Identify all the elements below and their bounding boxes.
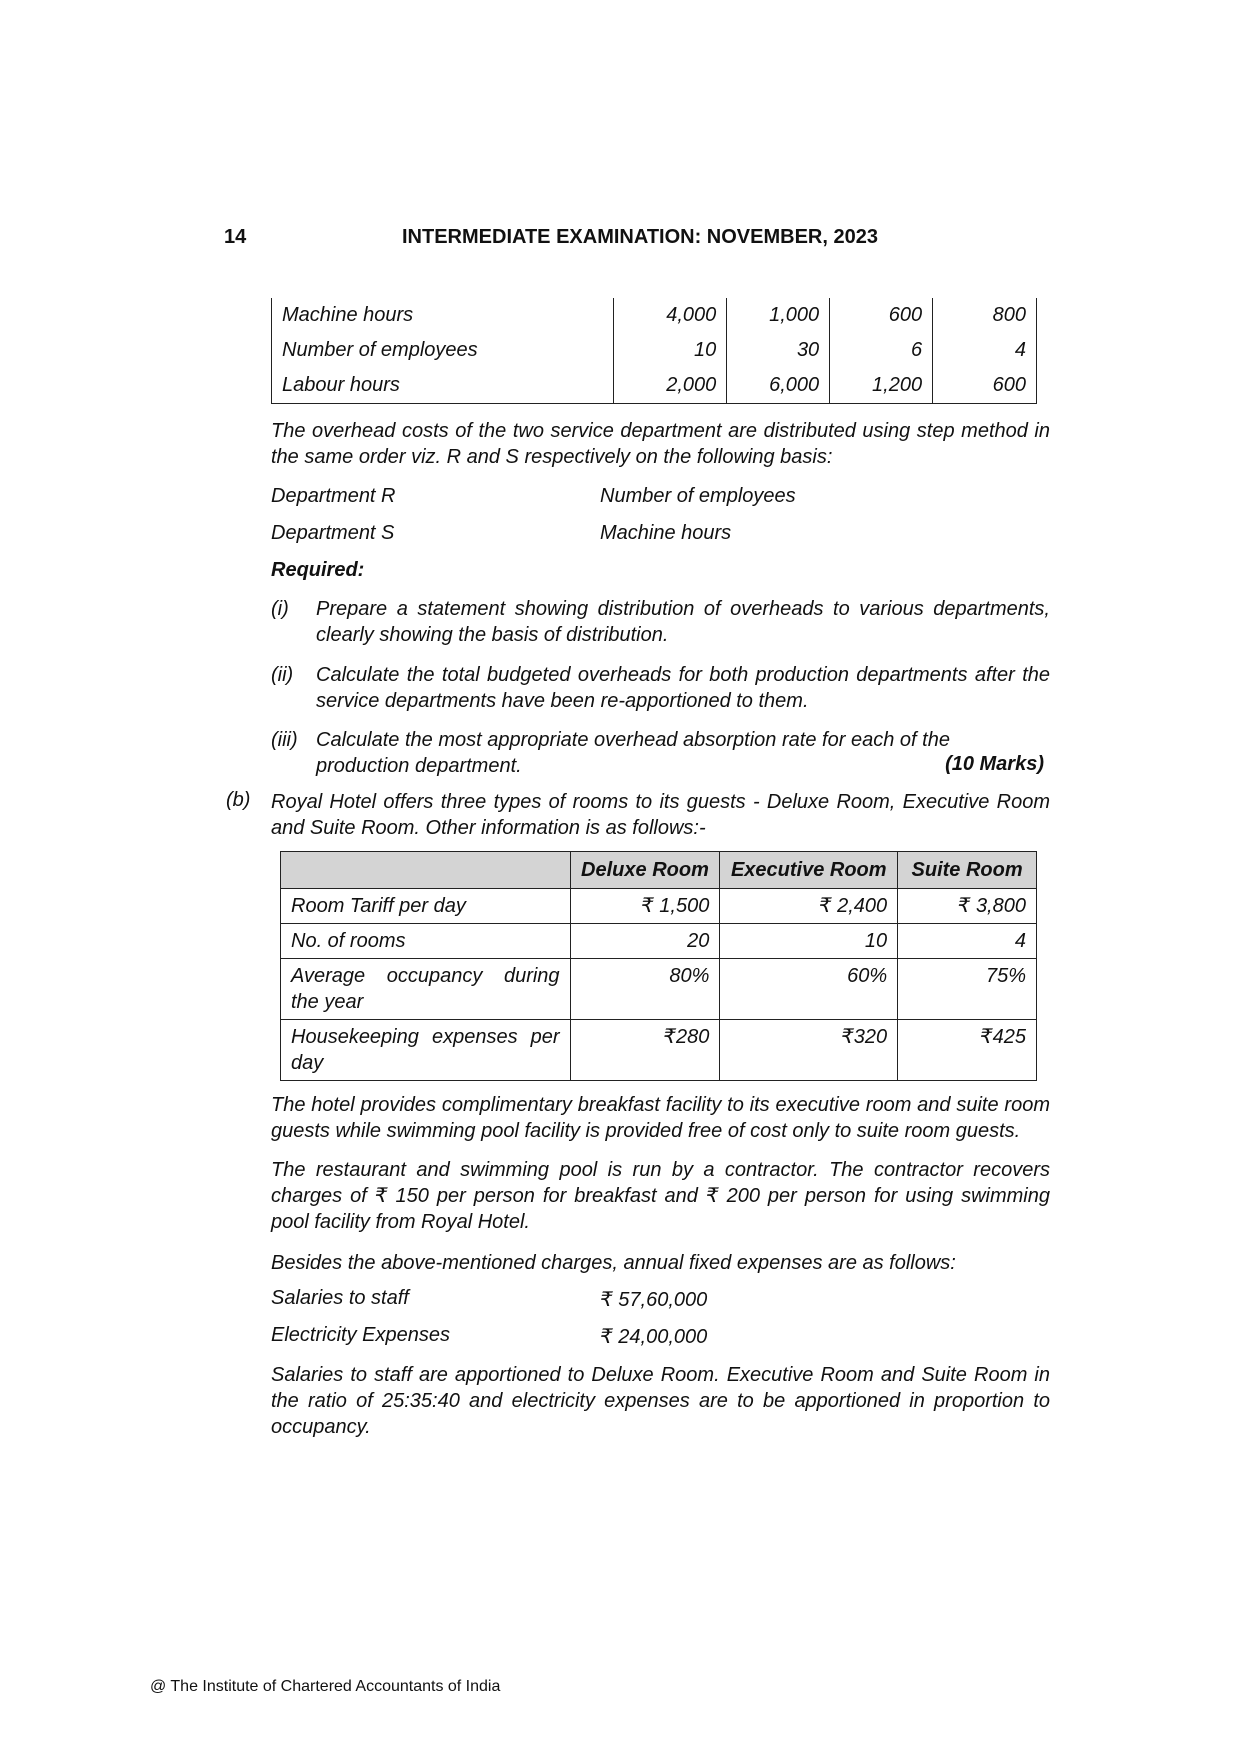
table-cell: ₹320 (720, 1020, 898, 1081)
table-cell: ₹280 (570, 1020, 720, 1081)
basis-dept-s-value: Machine hours (600, 522, 732, 544)
table-cell: 80% (570, 959, 720, 1020)
fixed-expenses-intro: Besides the above-mentioned charges, annual fixed expenses are as follows: (271, 1252, 956, 1274)
required-item-text: Calculate the total budgeted overheads for both production departments after the service departments have been re-apportioned to them. (316, 664, 1050, 712)
column-header: Suite Room (898, 852, 1037, 889)
row-label: No. of rooms (281, 924, 571, 959)
column-header: Deluxe Room (570, 852, 720, 889)
table-cell: ₹ 1,500 (570, 889, 720, 924)
table-cell: 1,200 (830, 368, 933, 404)
part-b-intro: Royal Hotel offers three types of rooms to its guests - Deluxe Room, Executive Room and Suite Room. Other information is as follows:- (271, 791, 1050, 839)
overhead-paragraph: The overhead costs of the two service department are distributed using step method in the same order viz. R and S respectively on the following basis: (271, 420, 1050, 468)
table-header-row (281, 852, 1037, 889)
required-item-number: (i) (271, 598, 289, 620)
table-cell: 6 (830, 333, 933, 368)
marks-label: (10 Marks) (945, 753, 1044, 775)
expense-value-salaries: ₹ 57,60,000 (600, 1289, 708, 1311)
apportionment-paragraph: Salaries to staff are apportioned to Deluxe Room. Executive Room and Suite Room in the ratio of 25:35:40 and electricity expenses are to be apportioned in proportion to occupancy. (271, 1364, 1050, 1438)
contractor-paragraph: The restaurant and swimming pool is run by a contractor. The contractor recovers charges of ₹ 150 per person for breakfast and ₹ 200 per person for using swimming pool facility from Royal Hotel. (271, 1159, 1050, 1233)
row-label: Number of employees (272, 333, 614, 368)
required-item (271, 596, 1050, 648)
table-row (272, 368, 1037, 404)
required-item-number: (ii) (271, 664, 294, 686)
table-row (281, 1020, 1037, 1081)
table-cell: 20 (570, 924, 720, 959)
required-item-number: (iii) (271, 729, 298, 751)
basis-dept-s: Department S (271, 522, 395, 544)
table-cell: 4,000 (614, 298, 727, 333)
table-cell: 6,000 (727, 368, 830, 404)
page-header-title: INTERMEDIATE EXAMINATION: NOVEMBER, 2023 (402, 226, 878, 248)
basis-dept-r-value: Number of employees (600, 485, 796, 507)
table-row (272, 298, 1037, 333)
column-header: Executive Room (720, 852, 898, 889)
table-cell: 600 (830, 298, 933, 333)
required-item-text: Calculate the most appropriate overhead absorption rate for each of the production department. (316, 729, 950, 777)
table-row (281, 889, 1037, 924)
table-row (281, 924, 1037, 959)
page-number: 14 (224, 226, 247, 248)
row-label: Housekeeping expenses per day (281, 1020, 571, 1081)
required-heading: Required: (271, 559, 365, 581)
part-b-label: (b) (226, 789, 251, 811)
table-cell: 4 (898, 924, 1037, 959)
row-label: Machine hours (272, 298, 614, 333)
expense-value-electricity: ₹ 24,00,000 (600, 1326, 708, 1348)
table-cell: 60% (720, 959, 898, 1020)
row-label: Labour hours (272, 368, 614, 404)
table-cell: 30 (727, 333, 830, 368)
column-header (281, 852, 571, 889)
table-row (272, 333, 1037, 368)
breakfast-paragraph: The hotel provides complimentary breakfast facility to its executive room and suite room guests while swimming pool facility is provided free of cost only to suite room guests. (271, 1094, 1050, 1142)
table-cell: 2,000 (614, 368, 727, 404)
page-footer: @ The Institute of Chartered Accountants of India (150, 1678, 501, 1695)
expense-label-salaries: Salaries to staff (271, 1287, 409, 1309)
table-cell: 75% (898, 959, 1037, 1020)
required-item-text: Prepare a statement showing distribution of overheads to various departments, clearly showing the basis of distribution. (316, 598, 1050, 646)
table-cell: 800 (933, 298, 1037, 333)
table-cell: 4 (933, 333, 1037, 368)
table-cell: ₹425 (898, 1020, 1037, 1081)
required-item (271, 662, 1050, 714)
table-row (281, 959, 1037, 1020)
expense-label-electricity: Electricity Expenses (271, 1324, 450, 1346)
table-cell: 10 (614, 333, 727, 368)
required-item (271, 727, 1050, 779)
row-label: Average occupancy during the year (281, 959, 571, 1020)
table-cell: ₹ 3,800 (898, 889, 1037, 924)
table-cell: 600 (933, 368, 1037, 404)
basis-dept-r: Department R (271, 485, 396, 507)
hotel-room-table (280, 851, 1037, 1081)
table-cell: ₹ 2,400 (720, 889, 898, 924)
table-cell: 1,000 (727, 298, 830, 333)
overhead-data-table (271, 298, 1037, 404)
row-label: Room Tariff per day (281, 889, 571, 924)
table-cell: 10 (720, 924, 898, 959)
